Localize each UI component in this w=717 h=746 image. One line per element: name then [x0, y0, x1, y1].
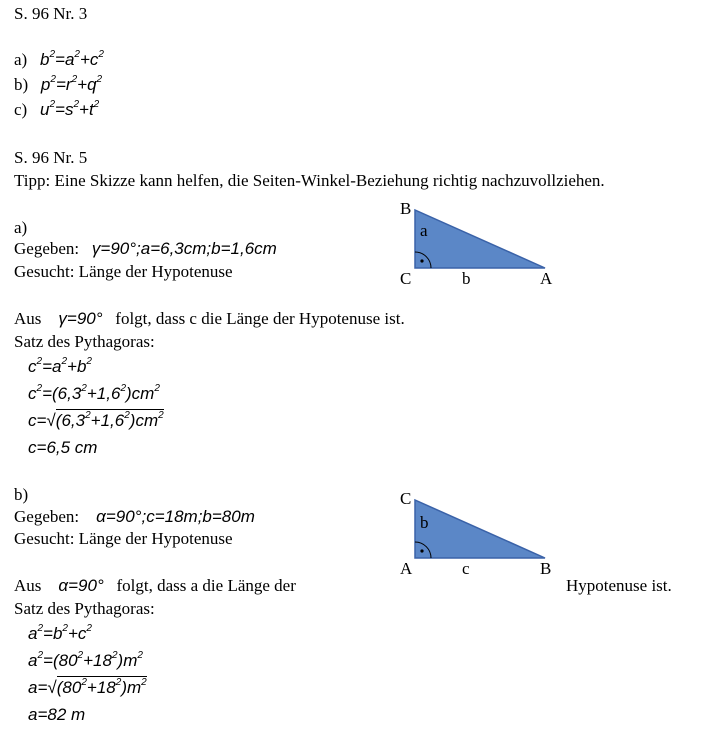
- part-a-label: a): [14, 218, 28, 237]
- triangle-b-vertex-bottom-left: A: [400, 559, 413, 578]
- tip-text: Tipp: Eine Skizze kann helfen, die Seiten-Winkel-Beziehung richtig nachzuvollziehen.: [14, 171, 605, 190]
- part-b-calc-line-3: $a=√(80^2+18^2)m^2$: [28, 677, 147, 697]
- part-a-calc-result: c=6,5 cm: [28, 438, 98, 457]
- triangle-a-right-angle-dot: [420, 259, 423, 262]
- part-b-given: Gegeben: α=90°;c=18m;b=80m: [14, 507, 255, 526]
- exercise-heading-nr5: S. 96 Nr. 5: [14, 148, 88, 167]
- part-a-calc-line-2: $c^2=(6,3^2+1,6^2)cm^2$: [28, 383, 160, 403]
- triangle-a-shape: [415, 210, 545, 268]
- part-b-conclusion-end: Hypotenuse ist.: [566, 576, 672, 595]
- triangle-a-vertex-bottom-left: C: [400, 269, 412, 288]
- part-a-calc-line-3: $c=√(6,3^2+1,6^2)cm^2$: [28, 410, 164, 430]
- part-a-conclusion: Aus γ=90° folgt, dass c die Länge der Hypotenuse ist.: [14, 309, 405, 328]
- triangle-a-side-vertical: a: [420, 221, 428, 240]
- part-b-calc-result: a=82 m: [28, 705, 86, 724]
- part-a-sought: Gesucht: Länge der Hypotenuse: [14, 262, 233, 281]
- triangle-a-vertex-bottom-right: A: [540, 269, 553, 288]
- triangle-b-vertex-bottom-right: B: [540, 559, 552, 578]
- part-a-pythagoras-label: Satz des Pythagoras:: [14, 332, 155, 351]
- part-b-calc-line-1: $a^2=b^2+c^2$: [28, 623, 92, 643]
- part-b-sought: Gesucht: Länge der Hypotenuse: [14, 529, 233, 548]
- part-a-given: Gegeben: γ=90°;a=6,3cm;b=1,6cm: [14, 239, 277, 258]
- part-b-label: b): [14, 485, 29, 504]
- part-a-given-formula: γ=90°;a=6,3cm;b=1,6cm: [91, 239, 277, 258]
- triangle-b-right-angle-dot: [420, 549, 423, 552]
- triangle-a-vertex-top: B: [400, 199, 412, 218]
- triangle-b-side-vertical: b: [420, 513, 429, 532]
- triangle-b-shape: [415, 500, 545, 558]
- exercise-heading-nr3: S. 96 Nr. 3: [14, 4, 88, 23]
- part-b-conclusion: Aus α=90° folgt, dass a die Länge der: [14, 576, 296, 595]
- triangle-a-side-bottom: b: [462, 269, 471, 288]
- triangle-b-vertex-top: C: [400, 489, 412, 508]
- triangle-b-side-bottom: c: [462, 559, 470, 578]
- equation-b: b) $p^2=r^2+q^2$: [14, 74, 103, 94]
- part-b-pythagoras-label: Satz des Pythagoras:: [14, 599, 155, 618]
- equation-a: a) $b^2=a^2+c^2$: [14, 49, 104, 69]
- part-a-calc-line-1: $c^2=a^2+b^2$: [28, 356, 92, 376]
- part-a-angle: γ=90°: [58, 309, 103, 328]
- part-b-calc-line-2: $a^2=(80^2+18^2)m^2$: [28, 650, 143, 670]
- part-b-angle: α=90°: [58, 576, 104, 595]
- part-b-given-formula: α=90°;c=18m;b=80m: [96, 507, 255, 526]
- equation-c: c) $u^2=s^2+t^2$: [14, 99, 100, 119]
